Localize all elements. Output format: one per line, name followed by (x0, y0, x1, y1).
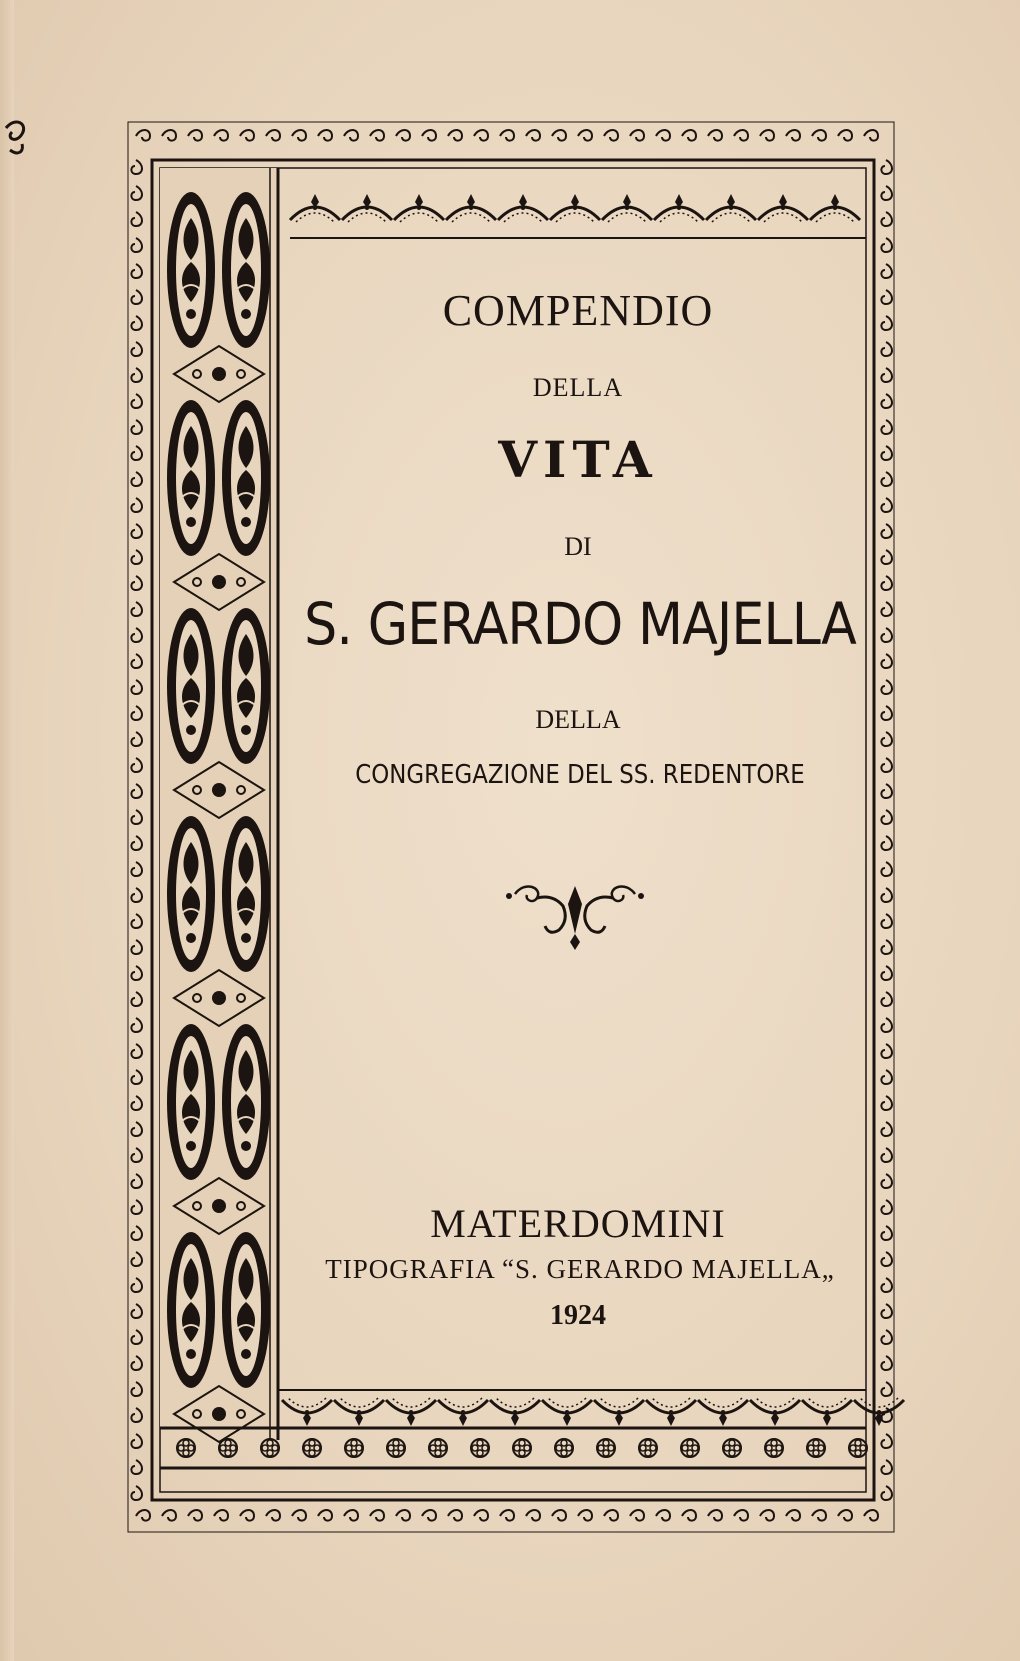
scroll-ornament (131, 1382, 142, 1396)
scroll-ornament (881, 1096, 892, 1110)
scroll-ornament (881, 1070, 892, 1084)
scroll-ornament (131, 1252, 142, 1266)
scroll-ornament (318, 1510, 332, 1521)
scroll-ornament (604, 130, 618, 141)
scroll-ornament (136, 1510, 150, 1521)
scroll-ornament (131, 446, 142, 460)
scroll-ornament (881, 1200, 892, 1214)
scroll-ornament (292, 130, 306, 141)
scroll-ornament (448, 1510, 462, 1521)
scallop-ornament (802, 1398, 852, 1426)
scroll-ornament (131, 628, 142, 642)
scroll-ornament (881, 524, 892, 538)
scroll-ornament (131, 472, 142, 486)
scroll-ornament (396, 1510, 410, 1521)
scroll-ornament (881, 368, 892, 382)
scallop-ornament (758, 194, 808, 222)
scroll-ornament (188, 130, 202, 141)
rosette-ornament (597, 1439, 615, 1457)
scallop-ornament (750, 1398, 800, 1426)
scroll-ornament (266, 130, 280, 141)
leaf-panel-ornament (222, 1232, 270, 1388)
scroll-ornament (881, 914, 892, 928)
scroll-ornament (881, 784, 892, 798)
scroll-ornament (422, 1510, 436, 1521)
scallop-ornament (438, 1398, 488, 1426)
scroll-ornament (881, 264, 892, 278)
scroll-ornament (131, 784, 142, 798)
title-della-2: DELLA (535, 705, 621, 734)
scroll-ornament (734, 130, 748, 141)
scroll-ornament (131, 316, 142, 330)
scroll-ornament (682, 130, 696, 141)
scroll-ornament (344, 130, 358, 141)
scallop-ornament (290, 194, 340, 222)
scroll-ornament (131, 212, 142, 226)
scroll-ornament (881, 810, 892, 824)
scallop-ornament (490, 1398, 540, 1426)
scroll-ornament (214, 1510, 228, 1521)
scroll-ornament (370, 130, 384, 141)
scallop-ornament (446, 194, 496, 222)
scroll-ornament (131, 810, 142, 824)
scroll-ornament (881, 394, 892, 408)
scroll-ornament (131, 758, 142, 772)
scroll-ornament (881, 1486, 892, 1500)
scroll-ornament (131, 1096, 142, 1110)
edge-scroll-fragment (6, 122, 24, 153)
scroll-ornament (656, 1510, 670, 1521)
scallop-ornament (654, 194, 704, 222)
scroll-ornament (881, 1174, 892, 1188)
rosette-ornament (765, 1439, 783, 1457)
leaf-panel-ornament (167, 400, 215, 556)
scroll-ornament (448, 130, 462, 141)
scroll-ornament (131, 1122, 142, 1136)
title-congregation: CONGREGAZIONE DEL SS. REDENTORE (355, 760, 805, 790)
left-ornament-column (160, 168, 278, 1442)
scroll-ornament (881, 1148, 892, 1162)
scroll-ornament (838, 1510, 852, 1521)
top-lace-band (290, 194, 866, 238)
scroll-ornament (812, 1510, 826, 1521)
scroll-ornament (578, 1510, 592, 1521)
scroll-ornament (881, 212, 892, 226)
title-vita: VITA (498, 430, 658, 489)
scroll-ornament (526, 130, 540, 141)
scroll-ornament (136, 130, 150, 141)
scallop-ornament (282, 1398, 332, 1426)
scroll-ornament (881, 160, 892, 174)
scroll-ornament (760, 130, 774, 141)
scroll-ornament (881, 1330, 892, 1344)
scroll-ornament (760, 1510, 774, 1521)
rosette-ornament (681, 1439, 699, 1457)
scroll-ornament (131, 888, 142, 902)
scallop-ornament (854, 1398, 904, 1426)
imprint-printer: TIPOGRAFIA “S. GERARDO MAJELLA„ (325, 1254, 835, 1284)
scroll-ornament (708, 130, 722, 141)
scroll-ornament (131, 524, 142, 538)
scallop-ornament (646, 1398, 696, 1426)
rosette-ornament (513, 1439, 531, 1457)
scroll-ornament (131, 186, 142, 200)
rosette-ornament (849, 1439, 867, 1457)
rosette-ornament (303, 1439, 321, 1457)
scroll-ornament (131, 394, 142, 408)
scroll-ornament (708, 1510, 722, 1521)
scroll-ornament (881, 316, 892, 330)
scroll-ornament (881, 1018, 892, 1032)
scroll-ornament (881, 862, 892, 876)
scroll-ornament (838, 130, 852, 141)
scroll-ornament (344, 1510, 358, 1521)
scroll-ornament (881, 602, 892, 616)
scroll-ornament (881, 342, 892, 356)
title-della-1: DELLA (532, 373, 624, 402)
scroll-ornament (131, 706, 142, 720)
scroll-ornament (131, 1070, 142, 1084)
scroll-ornament (131, 1304, 142, 1318)
scroll-ornament (131, 368, 142, 382)
scroll-ornament (881, 1460, 892, 1474)
scroll-ornament (131, 1174, 142, 1188)
scroll-ornament (131, 576, 142, 590)
scroll-ornament (131, 264, 142, 278)
scroll-ornament (881, 680, 892, 694)
scroll-ornament (864, 1510, 878, 1521)
title-saint-name: S. GERARDO MAJELLA (304, 590, 856, 658)
scallop-ornament (698, 1398, 748, 1426)
leaf-panel-ornament (222, 192, 270, 348)
scroll-ornament (131, 420, 142, 434)
scroll-ornament (131, 940, 142, 954)
scroll-ornament (131, 550, 142, 564)
rosette-ornament (219, 1439, 237, 1457)
leaf-panel-ornament (167, 816, 215, 972)
scroll-ornament (881, 940, 892, 954)
scroll-ornament (131, 602, 142, 616)
title-compendio: COMPENDIO (442, 286, 714, 335)
scallop-ornament (706, 194, 756, 222)
scroll-ornament (881, 966, 892, 980)
scroll-ornament (131, 1460, 142, 1474)
scroll-ornament (526, 1510, 540, 1521)
scroll-ornament (552, 1510, 566, 1521)
scroll-ornament (881, 446, 892, 460)
scroll-ornament (881, 290, 892, 304)
scroll-ornament (786, 130, 800, 141)
rosette-ornament (723, 1439, 741, 1457)
scroll-ornament (881, 732, 892, 746)
scroll-ornament (881, 706, 892, 720)
scroll-ornament (881, 1044, 892, 1058)
scroll-ornament (881, 836, 892, 850)
rosette-ornament (177, 1439, 195, 1457)
scroll-ornament (131, 966, 142, 980)
scroll-ornament (881, 654, 892, 668)
scroll-ornament (292, 1510, 306, 1521)
leaf-panel-ornament (222, 400, 270, 556)
rosette-ornament (261, 1439, 279, 1457)
scroll-ornament (131, 992, 142, 1006)
scroll-ornament (881, 1226, 892, 1240)
scroll-ornament (131, 160, 142, 174)
scallop-ornament (594, 1398, 644, 1426)
leaf-panel-ornament (222, 608, 270, 764)
scroll-ornament (131, 732, 142, 746)
scroll-ornament (552, 130, 566, 141)
scallop-ornament (386, 1398, 436, 1426)
scroll-ornament (604, 1510, 618, 1521)
scroll-ornament (131, 680, 142, 694)
scroll-ornament (881, 186, 892, 200)
scroll-ornament (396, 130, 410, 141)
fleuron-ornament (506, 886, 644, 950)
scroll-ornament (240, 130, 254, 141)
scroll-ornament (214, 130, 228, 141)
imprint-year: 1924 (550, 1300, 606, 1331)
scroll-ornament (131, 914, 142, 928)
scroll-ornament (266, 1510, 280, 1521)
scroll-ornament (131, 1044, 142, 1058)
scroll-ornament (881, 992, 892, 1006)
leaf-panel-ornament (167, 608, 215, 764)
scroll-ornament (881, 550, 892, 564)
scroll-ornament (500, 1510, 514, 1521)
scroll-ornament (881, 888, 892, 902)
scroll-ornament (162, 130, 176, 141)
scroll-ornament (131, 654, 142, 668)
scroll-ornament (474, 130, 488, 141)
scroll-ornament (881, 472, 892, 486)
scroll-ornament (131, 498, 142, 512)
scroll-ornament (131, 1486, 142, 1500)
imprint-city: MATERDOMINI (430, 1201, 726, 1246)
scallop-ornament (498, 194, 548, 222)
scroll-ornament (881, 498, 892, 512)
rosette-ornament (429, 1439, 447, 1457)
scallop-ornament (334, 1398, 384, 1426)
scroll-ornament (131, 1356, 142, 1370)
rosette-ornament (471, 1439, 489, 1457)
scroll-ornament (864, 130, 878, 141)
scroll-ornament (881, 1356, 892, 1370)
scroll-ornament (370, 1510, 384, 1521)
scroll-ornament (881, 238, 892, 252)
scroll-ornament (131, 862, 142, 876)
scroll-ornament (131, 1200, 142, 1214)
scroll-ornament (131, 1434, 142, 1448)
scallop-ornament (550, 194, 600, 222)
scroll-ornament (734, 1510, 748, 1521)
scroll-ornament (881, 1382, 892, 1396)
scroll-ornament (474, 1510, 488, 1521)
scroll-ornament (881, 1434, 892, 1448)
scroll-ornament (881, 576, 892, 590)
scroll-ornament (881, 1304, 892, 1318)
scallop-ornament (542, 1398, 592, 1426)
scroll-ornament (630, 130, 644, 141)
scroll-ornament (131, 342, 142, 356)
leaf-panel-ornament (167, 1232, 215, 1388)
leaf-panel-ornament (167, 1024, 215, 1180)
rosette-ornament (807, 1439, 825, 1457)
scroll-ornament (881, 1122, 892, 1136)
scroll-ornament (318, 130, 332, 141)
scroll-ornament (578, 130, 592, 141)
scroll-ornament (500, 130, 514, 141)
scroll-ornament (188, 1510, 202, 1521)
scroll-ornament (881, 758, 892, 772)
scroll-ornament (656, 130, 670, 141)
scallop-ornament (394, 194, 444, 222)
scroll-ornament (881, 420, 892, 434)
scroll-ornament (131, 836, 142, 850)
rosette-ornament (639, 1439, 657, 1457)
scroll-ornament (131, 1278, 142, 1292)
scroll-ornament (881, 628, 892, 642)
scroll-ornament (131, 1018, 142, 1032)
scroll-ornament (682, 1510, 696, 1521)
scroll-ornament (812, 130, 826, 141)
scroll-ornament (630, 1510, 644, 1521)
scroll-ornament (131, 290, 142, 304)
leaf-panel-ornament (222, 1024, 270, 1180)
scallop-ornament (810, 194, 860, 222)
leaf-panel-ornament (167, 192, 215, 348)
scroll-ornament (131, 1330, 142, 1344)
scroll-ornament (162, 1510, 176, 1521)
scroll-ornament (131, 238, 142, 252)
leaf-panel-ornament (222, 816, 270, 972)
scroll-ornament (131, 1148, 142, 1162)
scroll-ornament (131, 1226, 142, 1240)
scroll-ornament (240, 1510, 254, 1521)
scroll-ornament (422, 130, 436, 141)
scroll-ornament (786, 1510, 800, 1521)
title-di: DI (564, 532, 592, 561)
rosette-ornament (345, 1439, 363, 1457)
rosette-ornament (387, 1439, 405, 1457)
scallop-ornament (602, 194, 652, 222)
scroll-ornament (131, 1408, 142, 1422)
scallop-ornament (342, 194, 392, 222)
rosette-ornament (555, 1439, 573, 1457)
